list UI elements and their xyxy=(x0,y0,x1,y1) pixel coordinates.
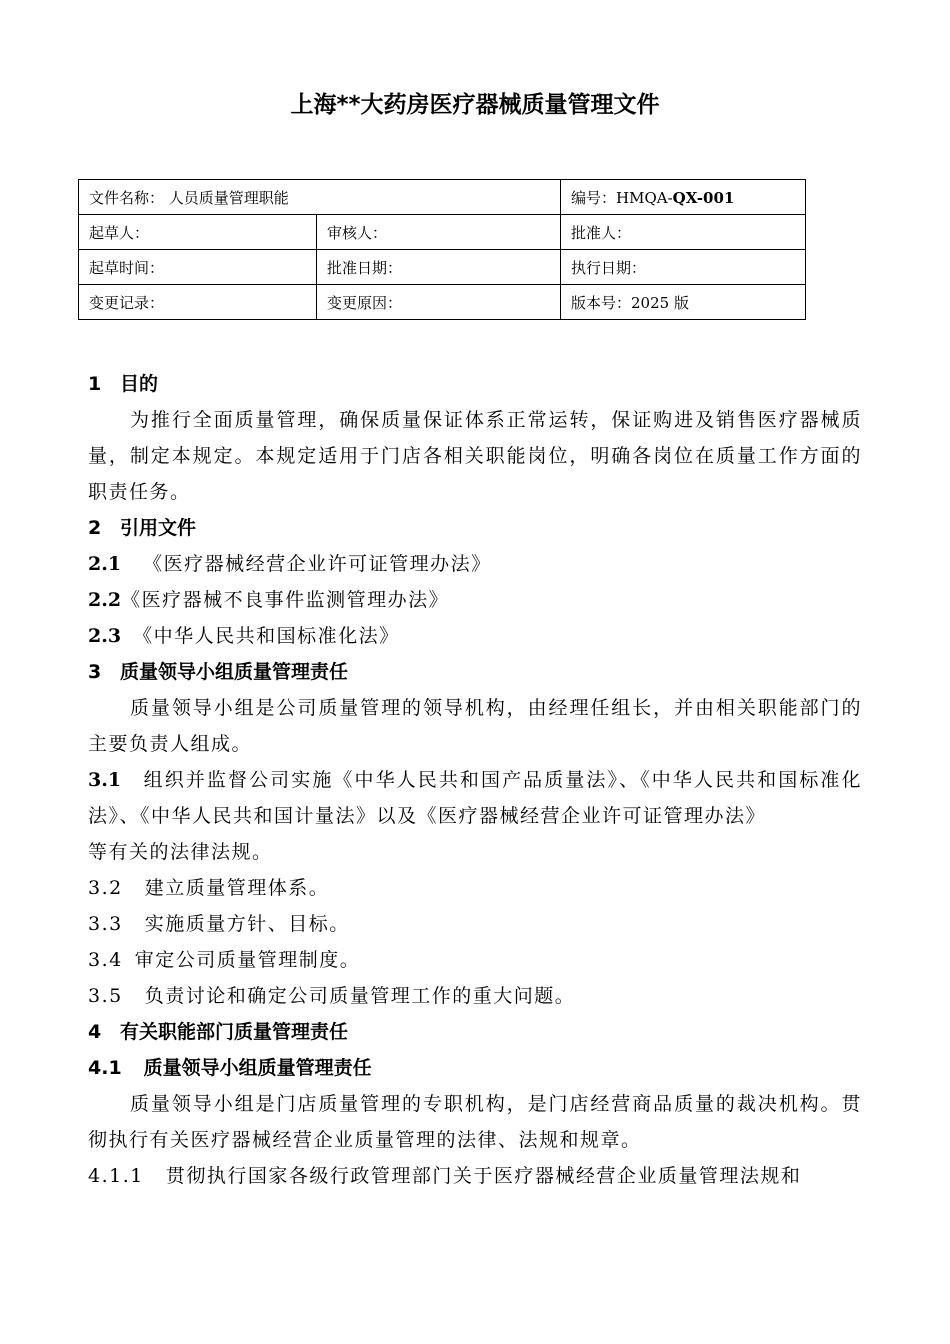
list-item: 2.2《医疗器械不良事件监测管理办法》 xyxy=(88,589,450,611)
table-row xyxy=(79,215,806,250)
approve-date-cell: 批准日期： xyxy=(317,250,561,285)
section-heading-1: 1 目的 xyxy=(88,373,159,395)
section-4-1-paragraph: 质量领导小组是门店质量管理的专职机构，是门店经营商品质量的裁决机构。贯彻执行有关医疗器械经营企业质量管理的法律、法规和规章。 xyxy=(88,1093,862,1151)
list-item: 3.1 组织并监督公司实施《中华人民共和国产品质量法》、《中华人民共和国标准化法》、《中华人民共和国计量法》以及《医疗器械经营企业许可证管理办法》 xyxy=(88,769,862,827)
section-heading-4: 4 有关职能部门质量管理责任 xyxy=(88,1021,349,1043)
code-bold: QX-001 xyxy=(672,188,735,207)
section-1-paragraph: 为推行全面质量管理，确保质量保证体系正常运转，保证购进及销售医疗器械质量，制定本规定。本规定适用于门店各相关职能岗位，明确各岗位在质量工作方面的职责任务。 xyxy=(88,409,862,503)
code-cell xyxy=(561,180,806,215)
table-row xyxy=(79,285,806,320)
subsection-heading-4-1: 4.1 质量领导小组质量管理责任 xyxy=(88,1057,372,1079)
list-item: 2.3 《中华人民共和国标准化法》 xyxy=(88,625,400,647)
code-prefix: 编号：HMQA- xyxy=(571,188,673,207)
list-item-continuation: 等有关的法律法规。 xyxy=(88,841,273,863)
draft-time-cell: 起草时间： xyxy=(79,250,317,285)
change-record-cell: 变更记录： xyxy=(79,285,317,320)
section-heading-3: 3 质量领导小组质量管理责任 xyxy=(88,661,349,683)
section-heading-2: 2 引用文件 xyxy=(88,517,197,539)
exec-date-cell: 执行日期： xyxy=(561,250,806,285)
list-item: 4.1.1 贯彻执行国家各级行政管理部门关于医疗器械经营企业质量管理法规和 xyxy=(88,1165,802,1187)
document-title: 上海**大药房医疗器械质量管理文件 xyxy=(290,92,660,118)
table-row xyxy=(79,180,806,215)
list-item: 3.3 实施质量方针、目标。 xyxy=(88,913,350,935)
approver-cell: 批准人： xyxy=(561,215,806,250)
version-cell: 版本号：2025 版 xyxy=(561,285,806,320)
reviewer-cell: 审核人： xyxy=(317,215,561,250)
drafter-cell: 起草人： xyxy=(79,215,317,250)
list-item: 3.4 审定公司质量管理制度。 xyxy=(88,949,361,971)
document-info-table xyxy=(78,179,806,320)
document-body xyxy=(88,366,862,1194)
file-name-cell: 文件名称： 人员质量管理职能 xyxy=(79,180,561,215)
change-reason-cell: 变更原因： xyxy=(317,285,561,320)
list-item: 3.2 建立质量管理体系。 xyxy=(88,877,330,899)
section-3-paragraph: 质量领导小组是公司质量管理的领导机构，由经理任组长，并由相关职能部门的主要负责人组成。 xyxy=(88,697,862,755)
list-item: 2.1 《医疗器械经营企业许可证管理办法》 xyxy=(88,553,492,575)
list-item: 3.5 负责讨论和确定公司质量管理工作的重大问题。 xyxy=(88,985,576,1007)
table-row xyxy=(79,250,806,285)
